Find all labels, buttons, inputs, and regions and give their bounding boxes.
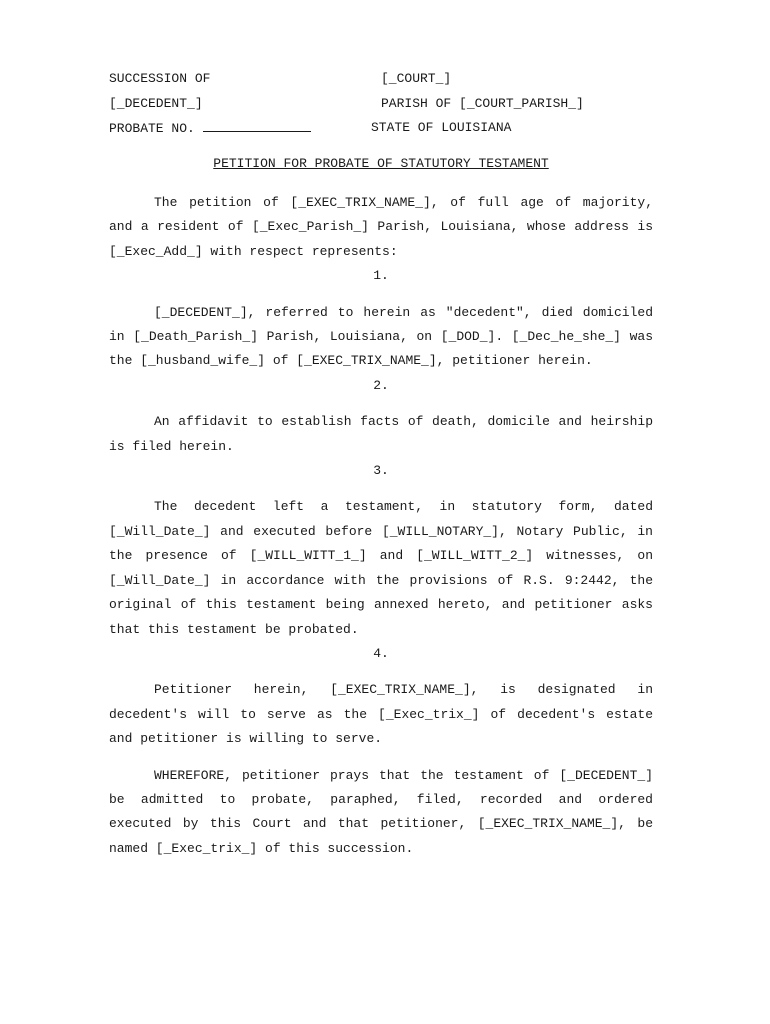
- section-text-3: The decedent left a testament, in statutory form, dated [_Will_Date_] and executed before [_WILL_NOTARY_], Notary Public, in the presence of [_WILL_WITT_1_] and [_WILL_WITT_2_] witnesses, on [_Will_Date_] in accordance with the provisions of R.S. 9:2442, the original of this testament being annexed hereto, and petitioner asks that this testament be probated.: [109, 499, 653, 637]
- probate-no-label: PROBATE NO.: [109, 121, 195, 136]
- document-body: [109, 191, 653, 861]
- section-number-3: 3.: [373, 463, 389, 479]
- section-text-4: Petitioner herein, [_EXEC_TRIX_NAME_], is designated in decedent's will to serve as the [_Exec_trix_] of decedent's estate and petitioner is willing to serve.: [109, 682, 653, 747]
- probate-no-blank: [203, 120, 311, 132]
- wherefore-paragraph: WHEREFORE, petitioner prays that the testament of [_DECEDENT_] be admitted to probate, paraphed, filed, recorded and ordered executed by this Court and that petitioner, [_EXEC_TRIX_NAME_], be named [_Exec_trix_] of this succession.: [109, 767, 653, 856]
- intro-paragraph: The petition of [_EXEC_TRIX_NAME_], of full age of majority, and a resident of [_Exec_Parish_] Parish, Louisiana, whose address is [_Exec_Add_] with respect represents:: [109, 195, 653, 259]
- section-number-1: 1.: [373, 268, 389, 284]
- succession-of-label: SUCCESSION OF: [109, 71, 211, 86]
- document-title: PETITION FOR PROBATE OF STATUTORY TESTAMENT: [213, 156, 549, 171]
- decedent-field: [_DECEDENT_]: [109, 96, 203, 111]
- state-label: STATE OF LOUISIANA: [371, 120, 512, 135]
- section-number-2: 2.: [373, 377, 389, 393]
- section-text-2: An affidavit to establish facts of death, domicile and heirship is filed herein.: [109, 414, 653, 454]
- section-number-4: 4.: [373, 645, 389, 661]
- parish-of-field: PARISH OF [_COURT_PARISH_]: [381, 96, 584, 111]
- probate-no-line: [109, 120, 311, 137]
- section-text-1: [_DECEDENT_], referred to herein as "decedent", died domiciled in [_Death_Parish_] Parish, Louisiana, on [_DOD_]. [_Dec_he_she_] was the [_husband_wife_] of [_EXEC_TRIX_NAME_], petitioner herein.: [109, 304, 653, 369]
- court-field: [_COURT_]: [381, 71, 452, 86]
